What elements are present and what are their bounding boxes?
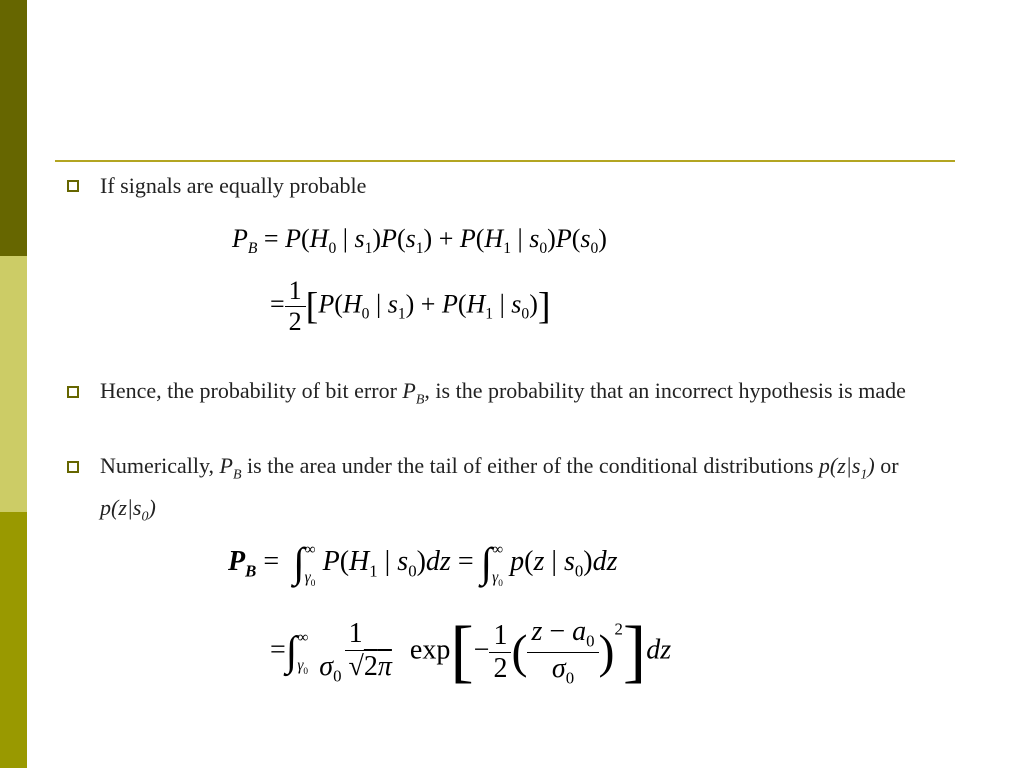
- equation-2-line-2: =∫ ∞ $\gamma_0$ $\frac{1}{\sigma_0 √2\pi}$ exp[− $\frac{1}{2}$ ( $\frac{z - a_0}{\sigma_0}$ )$^2$]dz: [270, 613, 672, 690]
- left-bar-top: [0, 0, 27, 256]
- bullet-3-text: Numerically, $P_B$ is the area under the tail of either of the conditional distributions $p(z|s_1)$ or $p(z|s_0)$: [100, 453, 899, 525]
- left-bar-middle: [0, 256, 27, 512]
- title-rule: [55, 160, 955, 162]
- equation-2-line-1: $P_B$ = ∫ ∞ $\gamma_0$ $P(H_1$ | $s_0)dz$ = ∫ ∞ $\gamma_0$ p(z | $s_0)dz$: [228, 540, 618, 588]
- equation-1-line-2: = $\frac{1}{2}$ [$P(H_0$ | $s_1) + P(H_1$ | $s_0$)]: [270, 276, 551, 336]
- bullet-2-text: Hence, the probability of bit error $P_B$, is the probability that an incorrect hypothesis is made: [100, 378, 906, 408]
- bullet-square-icon: [67, 180, 79, 192]
- left-bar-bottom: [0, 512, 27, 768]
- bullet-square-icon: [67, 461, 79, 473]
- bullet-1-text: If signals are equally probable: [100, 173, 367, 198]
- bullet-square-icon: [67, 386, 79, 398]
- equation-1-line-1: $P_B = P(H_0$ | $s_1)P(s_1) + P(H_1$ | $s_0)P(s_0)$: [232, 224, 607, 258]
